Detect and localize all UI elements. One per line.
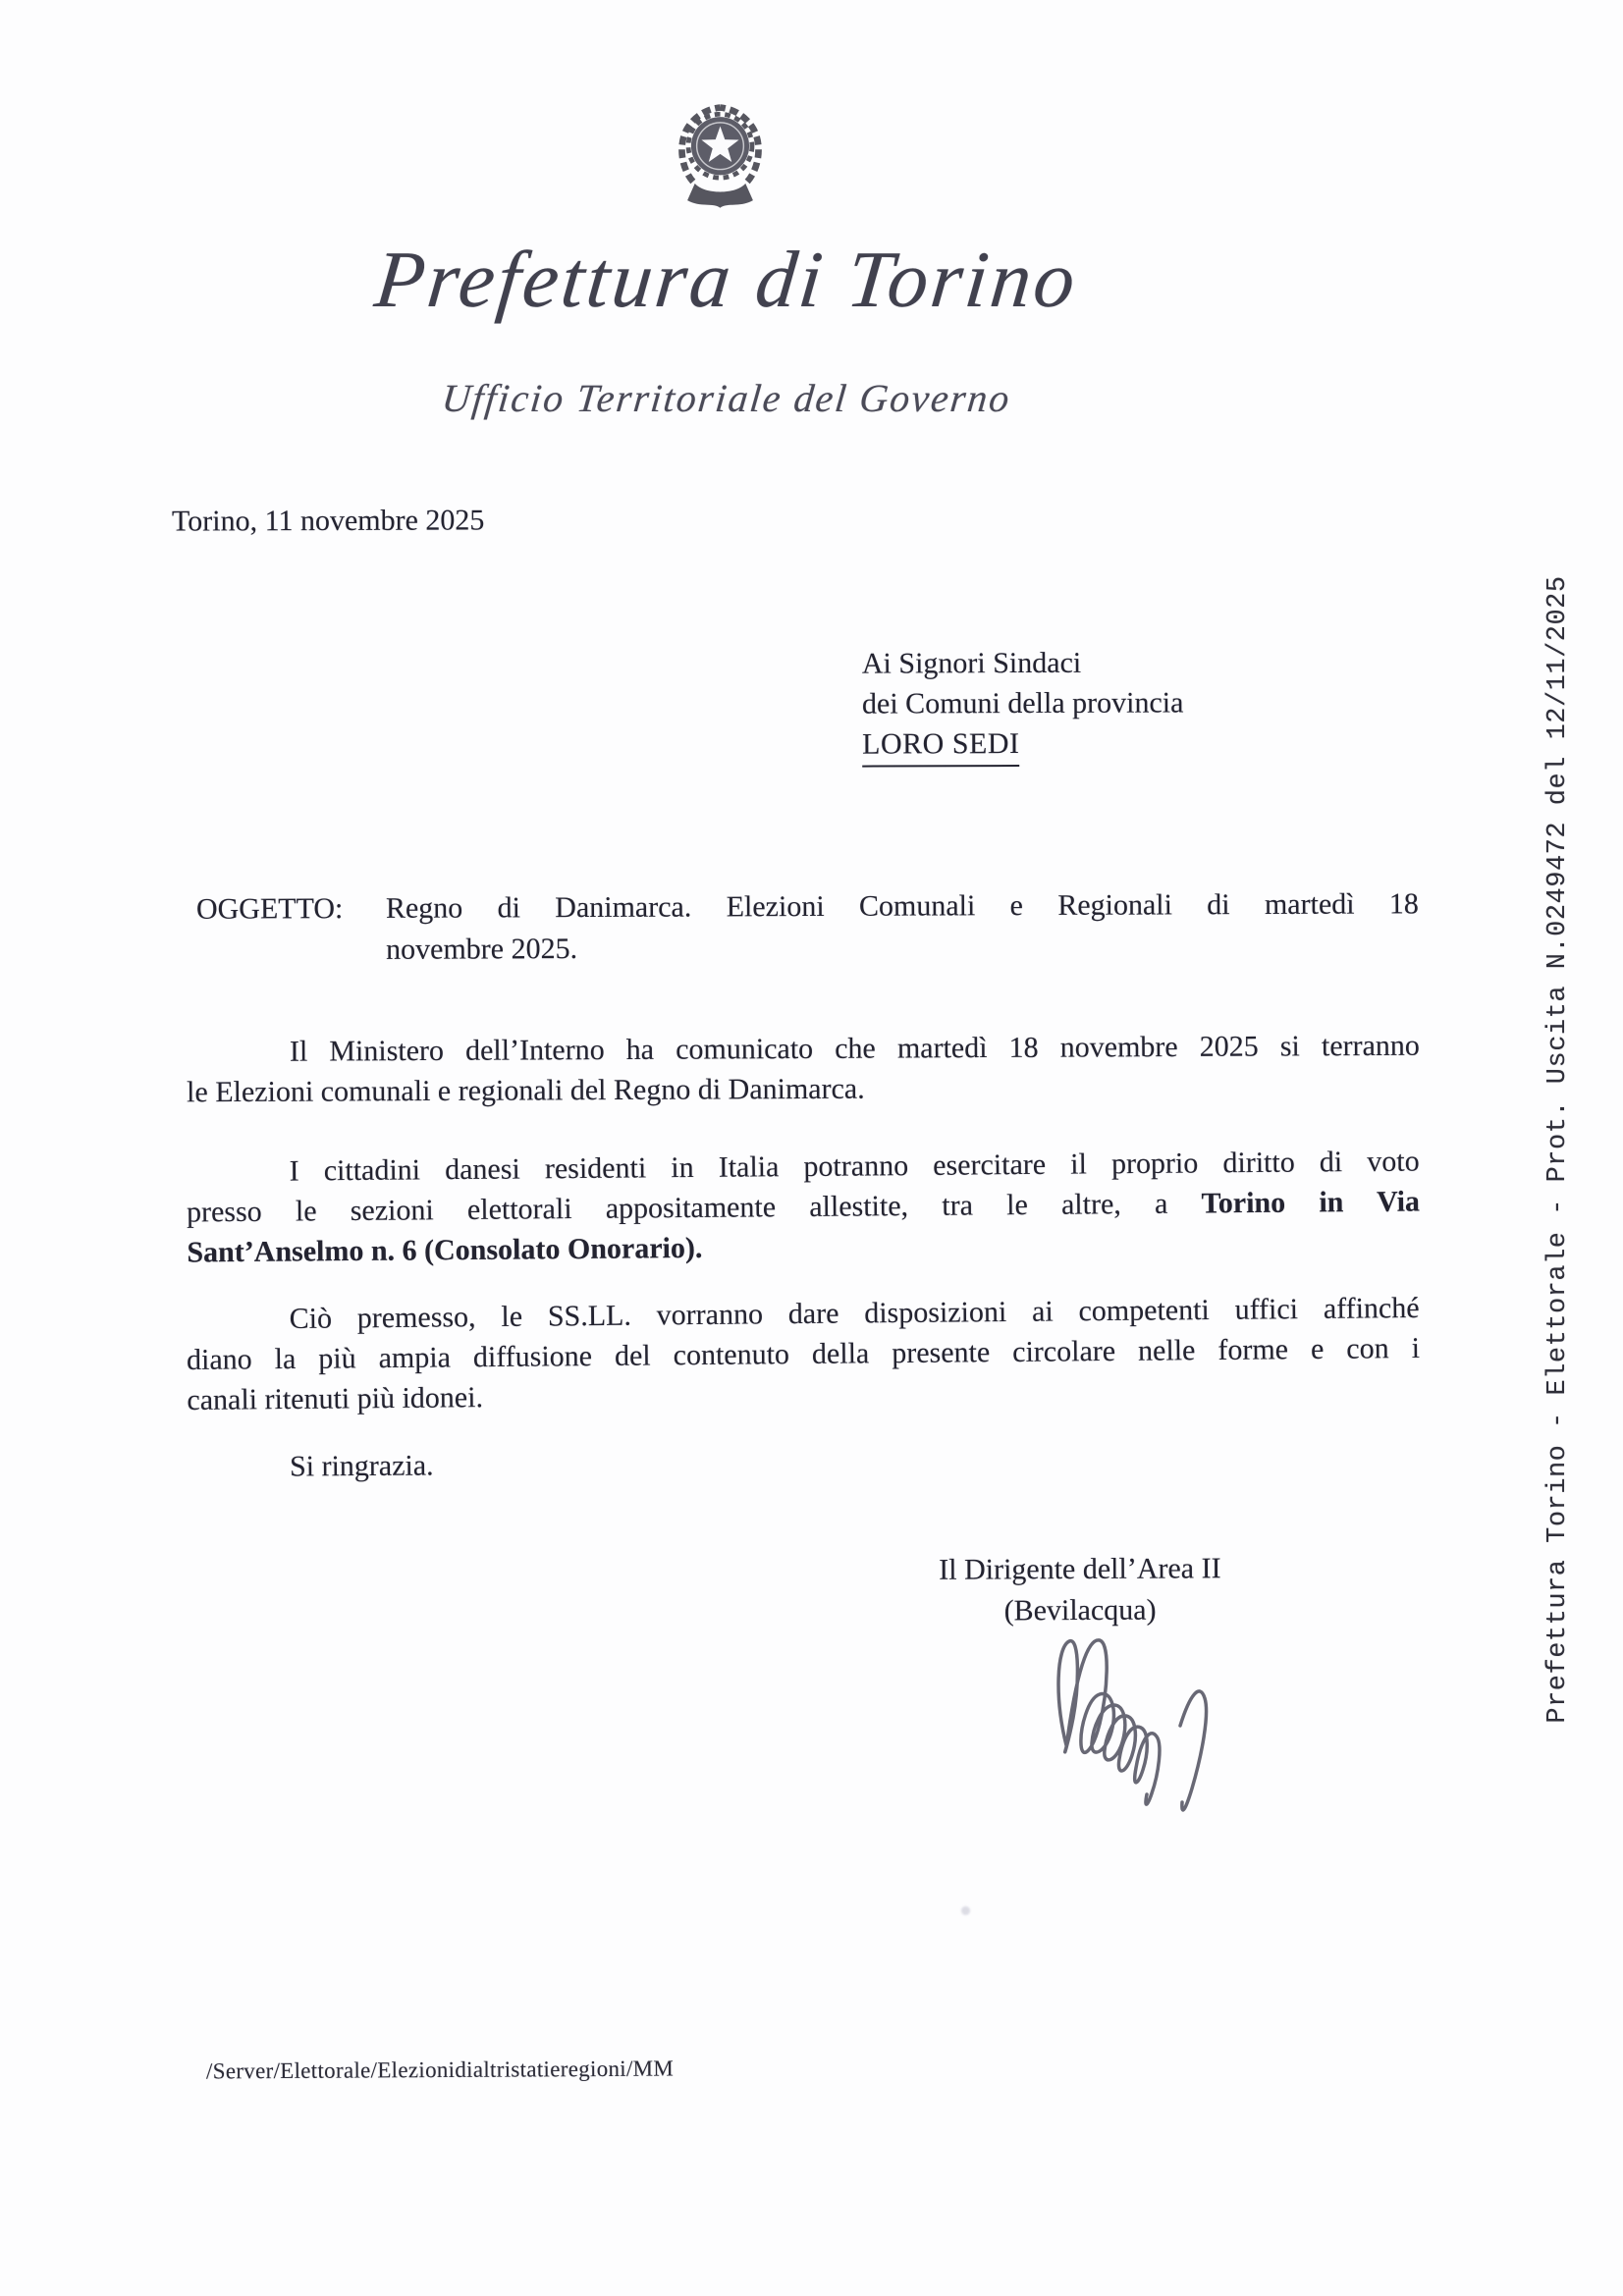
organization-name: Prefettura di Torino bbox=[370, 235, 1083, 324]
body-line: I cittadini danesi residenti in Italia potranno esercitare il proprio diritto di voto bbox=[289, 1145, 1420, 1188]
recipient-line-1: Ai Signori Sindaci bbox=[861, 646, 1082, 680]
body-line: le Elezioni comunali e regionali del Regno di Danimarca. bbox=[187, 1072, 865, 1109]
body-line: Il Ministero dell’Interno ha comunicato che martedì 18 novembre 2025 si terranno bbox=[289, 1029, 1420, 1068]
handwritten-signature bbox=[1033, 1608, 1269, 1824]
recipient-line-2: dei Comuni della provincia bbox=[861, 686, 1184, 721]
subject-label: OGGETTO: bbox=[195, 892, 344, 926]
body-line: Sant’Anselmo n. 6 (Consolato Onorario). bbox=[187, 1231, 703, 1269]
subject-text bbox=[386, 883, 1419, 971]
body-text-bold: Torino in Via bbox=[1201, 1185, 1421, 1220]
body-paragraph-3 bbox=[186, 1288, 1420, 1420]
body-line: Ciò premesso, le SS.LL. vorranno dare disposizioni ai competenti uffici affinché bbox=[289, 1291, 1420, 1336]
subject-block bbox=[196, 883, 1419, 971]
office-name: Ufficio Territoriale del Governo bbox=[440, 376, 1013, 420]
signer-title: Il Dirigente dell’Area II bbox=[939, 1552, 1221, 1586]
body-paragraph-2 bbox=[186, 1142, 1420, 1273]
body-line: diano la più ampia diffusione del contenuto della presente circolare nelle forme e con i bbox=[186, 1331, 1421, 1377]
body-text-normal: presso le sezioni elettorali appositamente allestite, tra le altre, a bbox=[186, 1187, 1202, 1229]
recipient-line-3: LORO SEDI bbox=[862, 723, 1019, 768]
signer-name: (Bevilacqua) bbox=[1003, 1593, 1157, 1628]
recipient-block bbox=[862, 642, 1184, 767]
body-line: canali ritenuti più idonei. bbox=[187, 1381, 484, 1417]
subject-line: Regno di Danimarca. Elezioni Comunali e Regionali di martedì 18 bbox=[385, 887, 1419, 925]
protocol-stamp: Prefettura Torino - Elettorale - Prot. Uscita N.0249472 del 12/11/2025 bbox=[1543, 575, 1573, 1724]
body-paragraph-1 bbox=[187, 1026, 1420, 1113]
italian-republic-emblem-icon bbox=[669, 98, 772, 224]
footer-file-path: /Server/Elettorale/Elezionidialtristatieregioni/MM bbox=[205, 2056, 675, 2084]
dateline: Torino, 11 novembre 2025 bbox=[171, 504, 485, 538]
subject-line: novembre 2025. bbox=[386, 933, 578, 966]
scan-smudge bbox=[961, 1906, 970, 1915]
closing-line: Si ringrazia. bbox=[289, 1449, 434, 1483]
